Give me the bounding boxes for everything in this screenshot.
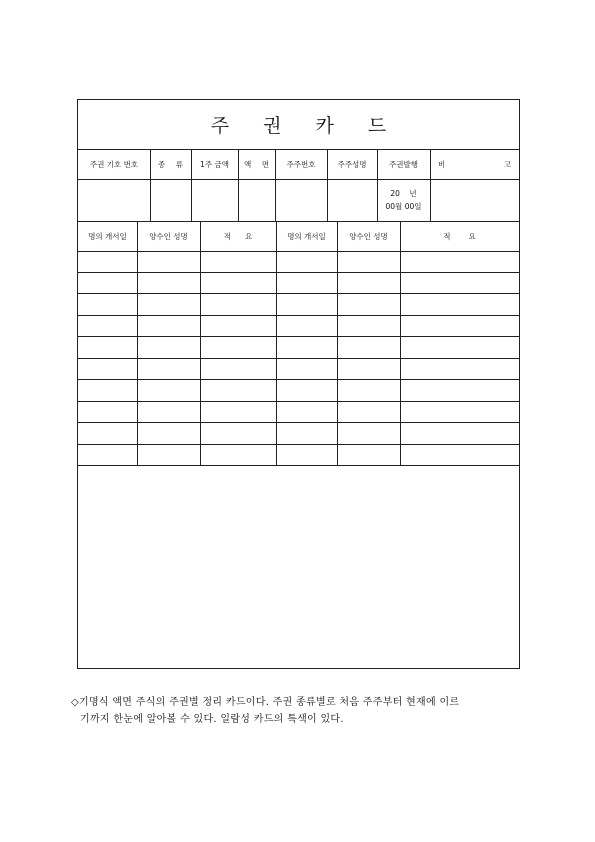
note-line-2: 기까지 한눈에 알아볼 수 있다. 일람성 카드의 특색이 있다. [80, 714, 344, 725]
header-transferee-name-left: 양수인 성명 [149, 231, 188, 241]
table-row-divider [78, 358, 519, 359]
header-type-part: 류 [175, 159, 183, 169]
header-summary-part: 요 [468, 231, 476, 241]
divider [78, 179, 519, 180]
header-par-value-part: 면 [261, 159, 269, 169]
header-type-part: 종 [158, 159, 166, 169]
header-summary-part: 적 [443, 231, 451, 241]
issue-date-year: 20 년 [390, 189, 417, 198]
table-row-divider [78, 272, 519, 273]
divider [200, 221, 201, 465]
issue-date-value [377, 179, 430, 221]
header-type [150, 149, 191, 179]
header-par-value-part: 액 [244, 159, 252, 169]
header-par-value [238, 149, 275, 179]
note-line-1: ◇기명식 액면 주식의 주권별 정리 카드이다. 주권 종류별로 처음 주주부터 현재에 이르 [71, 697, 460, 708]
issue-date-month-day: 00월 00일 [385, 202, 422, 211]
header-transferee-name-right: 양수인 성명 [349, 231, 388, 241]
header-transfer-date-left: 명의 개서일 [88, 231, 127, 241]
table-row-divider [78, 336, 519, 337]
table-row-divider [78, 379, 519, 380]
divider [78, 251, 519, 252]
table-row-divider [78, 293, 519, 294]
table-row-divider [78, 422, 519, 423]
header-per-share-amount: 1주 금액 [200, 159, 229, 169]
divider [337, 221, 338, 465]
page-title: 주 권 카 드 [210, 115, 401, 137]
header-shareholder-number: 주주번호 [286, 159, 316, 169]
header-remarks-part: 비 [438, 159, 446, 169]
header-stock-code: 주권 기호 번호 [89, 159, 139, 169]
header-summary-left [200, 221, 276, 251]
header-shareholder-name: 주주성명 [337, 159, 367, 169]
blank-notes-area [78, 466, 519, 668]
stock-certificate-card-form [77, 99, 520, 669]
header-remarks-part: 고 [503, 159, 511, 169]
header-transfer-date-right: 명의 개서일 [287, 231, 326, 241]
header-issue-date: 주권발행 [389, 159, 418, 169]
table-row-divider [78, 401, 519, 402]
divider [400, 221, 401, 465]
table-row-divider [78, 315, 519, 316]
divider [137, 221, 138, 465]
header-summary-right [400, 221, 519, 251]
header-remarks [430, 149, 519, 179]
header-summary-part: 적 [223, 231, 231, 241]
divider [276, 221, 277, 465]
header-summary-part: 요 [245, 231, 253, 241]
table-row-divider [78, 444, 519, 445]
title-row [78, 100, 519, 150]
description-note [71, 694, 531, 728]
